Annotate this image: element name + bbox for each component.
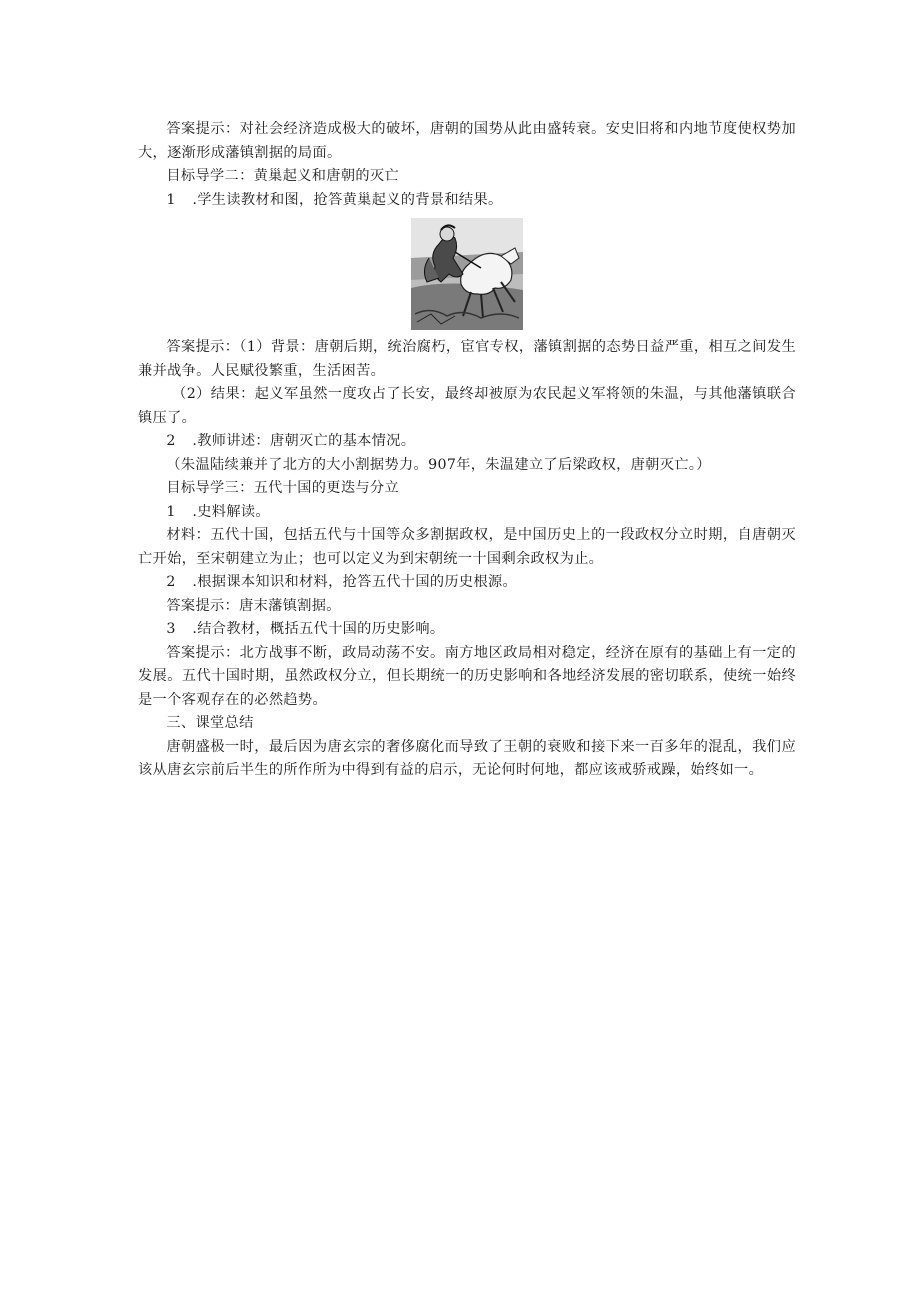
item-number: 2: [166, 574, 176, 590]
huangchao-rider-illustration: [411, 218, 523, 330]
document-page: [138, 118, 796, 783]
item-number: 1: [166, 503, 176, 520]
item-text: .根据课本知识和材料，抢答五代十国的历史根源。: [192, 574, 518, 590]
numbered-item: [138, 618, 796, 642]
numbered-item: [138, 501, 796, 525]
summary-paragraph: 唐朝盛极一时，最后因为唐玄宗的奢侈腐化而导致了王朝的衰败和接下来一百多年的混乱，我们应该从唐玄宗前后半生的所作所为中得到有益的启示，无论何时何地，都应该戒骄戒躁，始终如一。: [138, 738, 796, 778]
numbered-item: [138, 430, 796, 454]
item-number: 3: [166, 621, 176, 637]
item-text: .教师讲述：唐朝灭亡的基本情况。: [192, 433, 416, 449]
section-heading-goal-two: 目标导学二：黄巢起义和唐朝的灭亡: [166, 168, 399, 184]
answer-hint-paragraph: 答案提示：北方战事不断，政局动荡不安。南方地区政局相对稳定，经济在原有的基础上有一定的发展。五代十国时期，虽然政权分立，但长期统一的历史影响和各地经济发展的密切联系，使统一始终是一个客观存在的必然趋势。: [138, 644, 796, 708]
answer-hint-paragraph: 答案提示：对社会经济造成极大的破坏，唐朝的国势从此由盛转衰。安史旧将和内地节度使权势加大，逐渐形成藩镇割据的局面。: [138, 121, 796, 161]
item-number: 1: [166, 191, 176, 208]
material-paragraph: 材料：五代十国，包括五代与十国等众多割据政权，是中国历史上的一段政权分立时期，自唐朝灭亡开始，至宋朝建立为止；也可以定义为到宋朝统一十国剩余政权为止。: [138, 527, 796, 567]
item-text: .史料解读。: [192, 503, 270, 520]
answer-hint-result: （2）结果：起义军虽然一度攻占了长安，最终却被原为农民起义军将领的朱温，与其他藩镇联合镇压了。: [138, 386, 796, 426]
section-heading-goal-three: 目标导学三：五代十国的更迭与分立: [166, 480, 399, 496]
numbered-item: [138, 571, 796, 595]
item-number: 2: [166, 433, 176, 449]
item-text: .结合教材，概括五代十国的历史影响。: [192, 621, 445, 637]
teacher-note-paragraph: （朱温陆续兼并了北方的大小割据势力。907年，朱温建立了后梁政权，唐朝灭亡。）: [166, 456, 711, 473]
rider-illustration-icon: [411, 218, 523, 330]
numbered-item: [138, 189, 796, 213]
answer-hint-paragraph: 答案提示：唐末藩镇割据。: [166, 597, 341, 614]
section-heading-summary: 三、课堂总结: [166, 715, 254, 731]
answer-hint-background: 答案提示：（1）背景：唐朝后期，统治腐朽，宦官专权，藩镇割据的态势日益严重，相互之间发生兼并战争。人民赋役繁重，生活困苦。: [138, 339, 796, 379]
item-text: .学生读教材和图，抢答黄巢起义的背景和结果。: [192, 191, 503, 208]
